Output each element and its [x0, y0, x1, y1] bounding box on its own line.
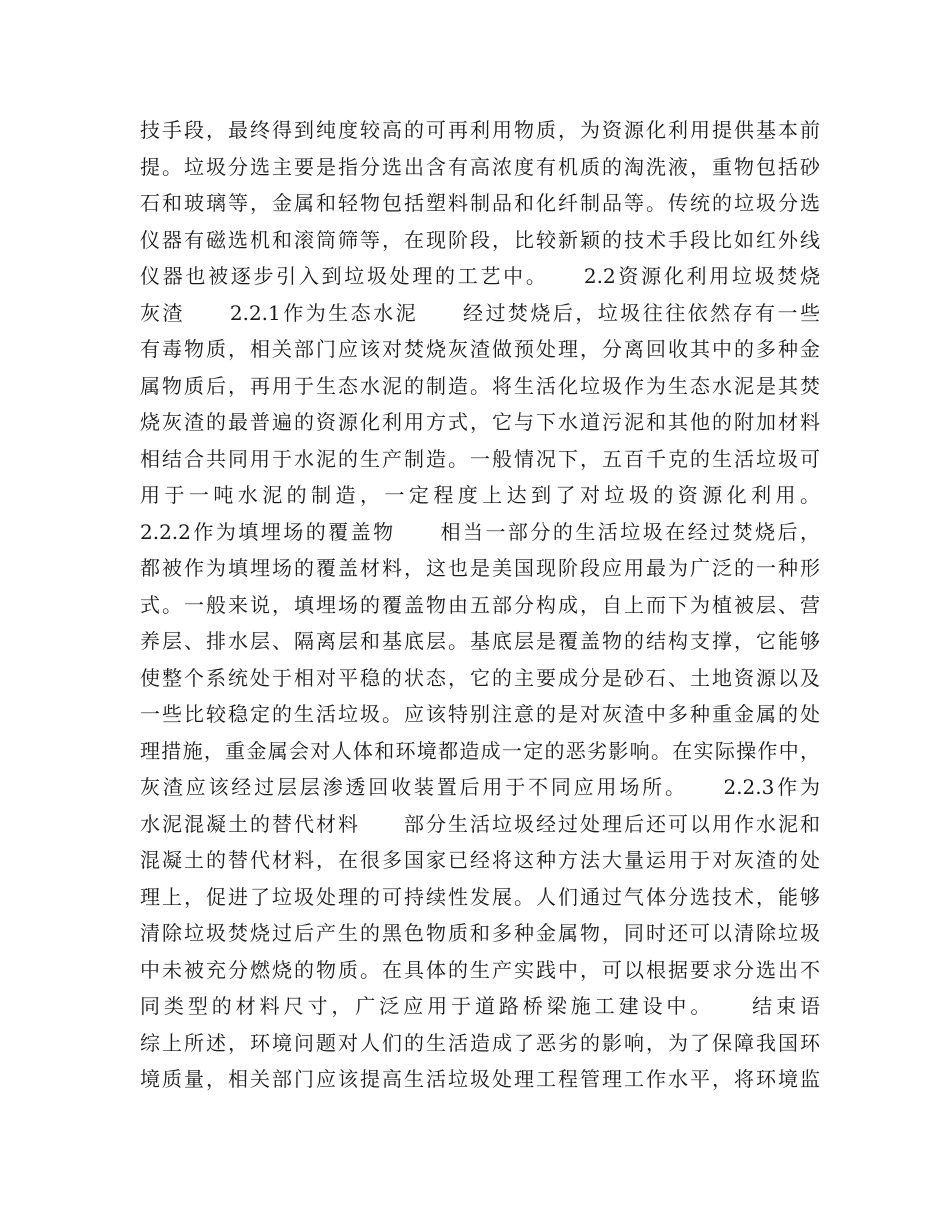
text-line: 相结合共同用于水泥的生产制造。一般情况下，五百千克的生活垃圾可 [140, 446, 820, 471]
text-line: 清除垃圾焚烧过后产生的黑色物质和多种金属物，同时还可以清除垃圾 [140, 921, 820, 945]
text-line: 理上，促进了垃圾处理的可持续性发展。人们通过气体分选技术，能够 [140, 884, 820, 909]
text-line: 石和玻璃等，金属和轻物包括塑料制品和化纤制品等。传统的垃圾分选 [140, 191, 820, 215]
text-line: 养层、排水层、隔离层和基底层。基底层是覆盖物的结构支撑，它能够 [140, 629, 820, 653]
text-line: 式。一般来说，填埋场的覆盖物由五部分构成，自上而下为植被层、营 [140, 592, 820, 617]
text-line: 技手段，最终得到纯度较高的可再利用物质，为资源化利用提供基本前 [140, 118, 820, 142]
text-line: 提。垃圾分选主要是指分选出含有高浓度有机质的淘洗液，重物包括砂 [140, 154, 820, 179]
text-line: 一些比较稳定的生活垃圾。应该特别注意的是对灰渣中多种重金属的处 [140, 702, 820, 726]
text-line: 仪器也被逐步引入到垃圾处理的工艺中。 2.2资源化利用垃圾焚烧 [140, 264, 820, 288]
text-line: 混凝土的替代材料，在很多国家已经将这种方法大量运用于对灰渣的处 [140, 848, 820, 872]
body-text [140, 112, 820, 1098]
text-line: 有毒物质，相关部门应该对焚烧灰渣做预处理，分离回收其中的多种金 [140, 337, 820, 361]
text-line: 灰渣应该经过层层渗透回收装置后用于不同应用场所。 2.2.3作为 [140, 775, 820, 799]
text-line: 都被作为填埋场的覆盖材料，这也是美国现阶段应用最为广泛的一种形 [140, 556, 820, 580]
text-line: 属物质后，再用于生态水泥的制造。将生活化垃圾作为生态水泥是其焚 [140, 373, 820, 398]
text-line: 境质量，相关部门应该提高生活垃圾处理工程管理工作水平，将环境监 [140, 1067, 820, 1091]
text-line: 综上所述，环境问题对人们的生活造成了恶劣的影响，为了保障我国环 [140, 1030, 820, 1055]
text-line: 烧灰渣的最普遍的资源化利用方式，它与下水道污泥和其他的附加材料 [140, 410, 820, 434]
text-line: 同类型的材料尺寸，广泛应用于道路桥梁施工建设中。 结束语 [140, 994, 820, 1018]
text-line: 用于一吨水泥的制造，一定程度上达到了对垃圾的资源化利用。 [140, 483, 820, 507]
text-line: 仪器有磁选机和滚筒筛等，在现阶段，比较新颖的技术手段比如红外线 [140, 227, 820, 252]
text-line: 中未被充分燃烧的物质。在具体的生产实践中，可以根据要求分选出不 [140, 957, 820, 982]
text-line: 2.2.2作为填埋场的覆盖物 相当一部分的生活垃圾在经过焚烧后， [140, 519, 820, 544]
text-line: 使整个系统处于相对平稳的状态，它的主要成分是砂石、土地资源以及 [140, 665, 820, 690]
text-line: 理措施，重金属会对人体和环境都造成一定的恶劣影响。在实际操作中， [140, 738, 820, 763]
text-line: 灰渣 2.2.1作为生态水泥 经过焚烧后，垃圾往往依然存有一些 [140, 300, 820, 325]
text-line: 水泥混凝土的替代材料 部分生活垃圾经过处理后还可以用作水泥和 [140, 811, 820, 836]
